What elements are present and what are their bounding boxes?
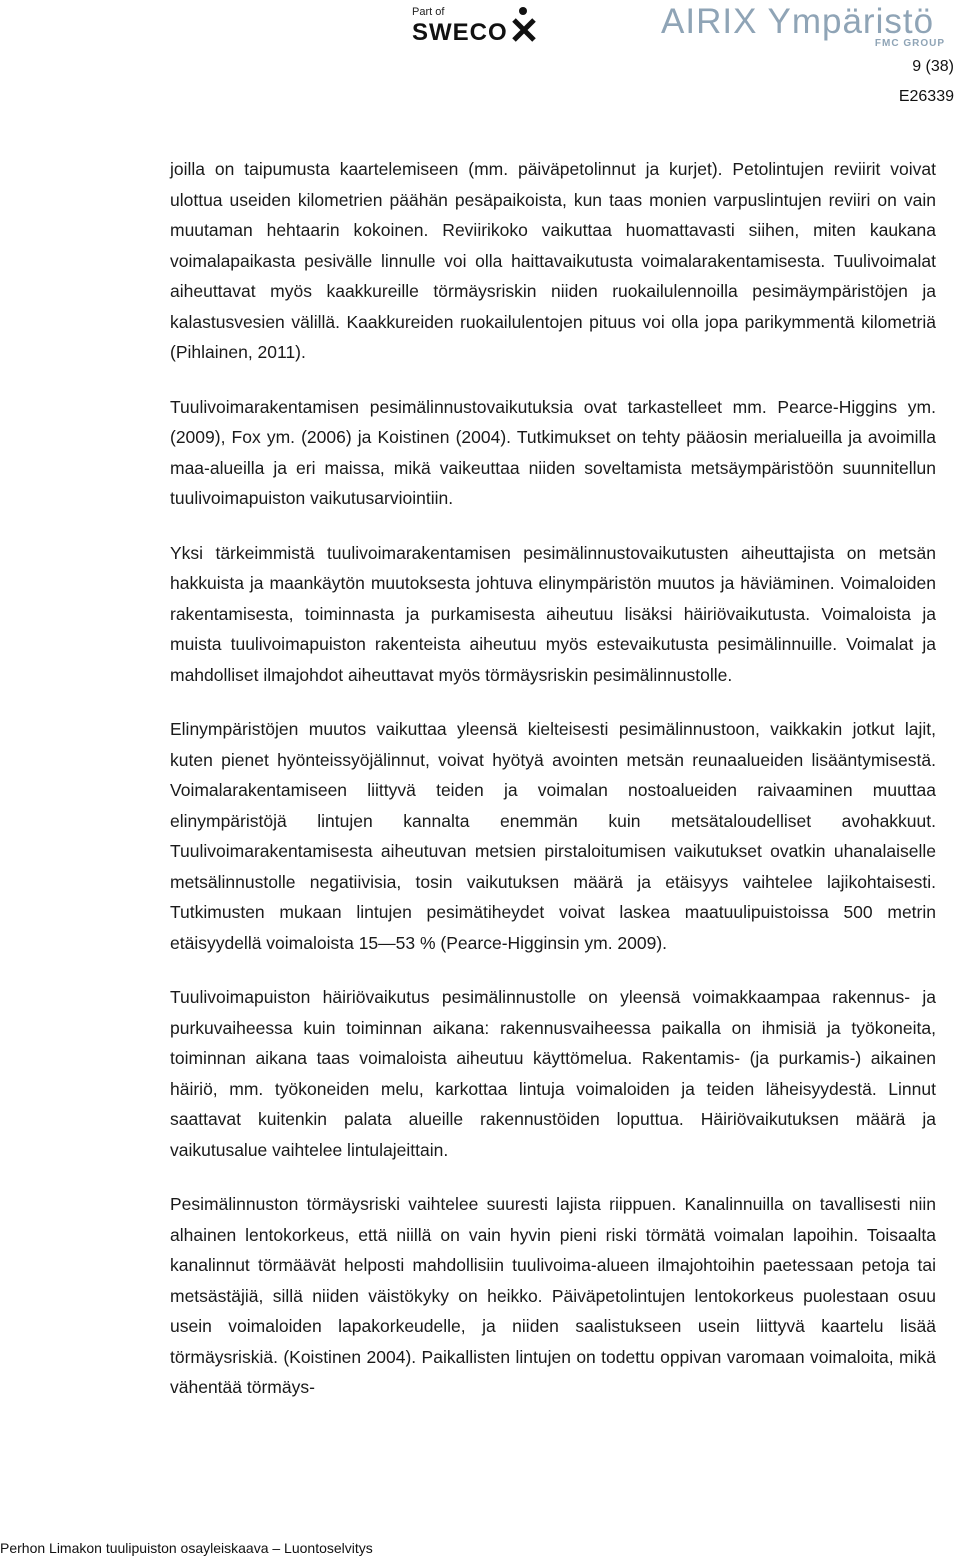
document-code: E26339 xyxy=(898,88,954,105)
paragraph: Tuulivoimarakentamisen pesimälinnustovaikutuksia ovat tarkastelleet mm. Pearce-Higgins ym. (2009), Fox ym. (2006) ja Koistinen (2004). Tutkimukset on tehty pääosin merialueilla ja avoimilla maa-alueilla ja eri maissa, mikä vaikeuttaa niiden soveltamista metsäympäristöön suunnitellun tuulivoimapuiston vaikutusarviointiin. xyxy=(170,396,936,508)
page-footer: Perhon Limakon tuulipuiston osayleiskaava – Luontoselvitys xyxy=(0,1540,373,1556)
paragraph: Elinympäristöjen muutos vaikuttaa yleensä kielteisesti pesimälinnustoon, vaikkakin jotkut lajit, kuten pienet hyönteissyöjälinnut, voivat hyötyä avointen metsän reunaalueiden lisääntymisestä. Voimalarakentamiseen liittyvä teiden ja voimalan nostoalueiden raivaaminen muuttaa elinympäristöjä lintujen kannalta enemmän kuin metsätaloudelliset avohakkuut. Tuulivoimarakentamisesta aiheutuvan metsien pirstaloitumisen vaikutukset ovatkin uhanalaiselle metsälinnustolle negatiivisia, tosin vaikutuksen määrä ja etäisyys vaihtelee lajikohtaisesti. Tutkimusten mukaan lintujen pesimätiheydet voivat laskea maatuulipuistoissa 500 metrin etäisyydellä voimaloista 15—53 % (Pearce-Higginsin ym. 2009). xyxy=(170,719,936,953)
airix-logo xyxy=(661,2,951,48)
page-number: 9 (38) xyxy=(912,58,954,75)
airix-name-text: AIRIX Ympäristö xyxy=(661,2,935,41)
sweco-partof-text: Part of xyxy=(412,6,445,18)
page-header xyxy=(0,0,960,110)
sweco-logo xyxy=(412,6,542,46)
paragraph: Pesimälinnuston törmäysriski vaihtelee suuresti lajista riippuen. Kanalinnuilla on tavallisesti niin alhainen lentokorkeus, että niillä on vain hyvin pieni riski törmätä voimalan lapoihin. Toisaalta kanalinnut törmäävät helposti mahdollisiin tuulivoima-alueen ilmajohtoihin paetessaan petoja tai metsästäjiä, sillä niiden väistökyky on heikko. Päiväpetolintujen lentokorkeus puolestaan osuu usein voimaloiden lapakorkeudelle, ja niiden saalistukseen usein liittyvä kaartelu lisää törmäysriskiä. (Koistinen 2004). Paikallisten lintujen on todettu oppivan varomaan voimaloita, mikä vähentää törmäys- xyxy=(170,1194,936,1397)
body-text xyxy=(170,154,936,1427)
sweco-mark-icon xyxy=(510,6,542,44)
paragraph: Yksi tärkeimmistä tuulivoimarakentamisen pesimälinnustovaikutusten aiheuttajista on metsän hakkuista ja maankäytön muutoksesta johtuva elinympäristön muutos ja häviäminen. Voimaloiden rakentamisesta, toiminnasta ja purkamisesta aiheutuu lisäksi häiriövaikutusta. Voimaloista ja muista tuulivoimapuiston rakenteista aiheutuu myös estevaikutusta pesimälinnuille. Voimalat ja mahdolliset ilmajohdot aiheuttavat myös törmäysriskin pesimälinnustolle. xyxy=(170,542,936,685)
paragraph: joilla on taipumusta kaartelemiseen (mm. päiväpetolinnut ja kurjet). Petolintujen reviirit voivat ulottua useiden kilometrien päähän pesäpaikoista, kun taas monien varpuslintujen reviiri on vain muutaman hehtaarin kokoinen. Reviirikoko vaikuttaa huomattavasti siihen, miten kaukana voimalapaikasta pesivälle linnulle voi olla haittavaikutusta voimalarakentamisesta. Tuulivoimalat aiheuttavat myös kaakkureille törmäysriskin niiden ruokailulennoilla pesimäympäristöjen ja kalastusvesien välillä. Kaakkureiden ruokailulentojen pituus voi olla jopa parikymmentä kilometriä (Pihlainen, 2011). xyxy=(170,159,936,362)
sweco-name-text: SWECO xyxy=(412,19,508,46)
airix-sub-text: FMC GROUP xyxy=(874,38,945,49)
paragraph: Tuulivoimapuiston häiriövaikutus pesimälinnustolle on yleensä voimakkaampaa rakennus- ja purkuvaiheessa kuin toiminnan aikana: rakennusvaiheessa paikalla on ihmisiä ja työkoneita, toiminnan aikana taas voimaloista aiheutuu käyttömelua. Rakentamis- (ja purkamis-) aikainen häiriö, mm. työkoneiden melu, karkottaa lintuja voimaloiden ja teiden läheisyydestä. Linnut saattavat kuitenkin palata alueille rakennustöiden loputtua. Häiriövaikutuksen määrä ja vaikutusalue vaihtelee lintulajeittain. xyxy=(170,987,936,1160)
